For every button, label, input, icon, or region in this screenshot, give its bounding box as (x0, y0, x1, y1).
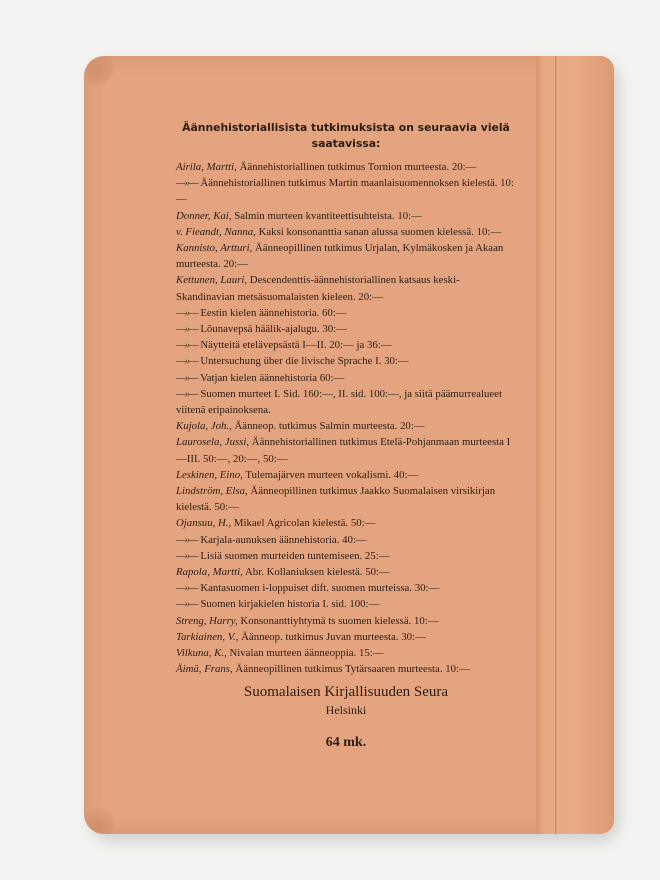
entry-title: Äänneop. tutkimus Juvan murteesta. 30:— (241, 630, 426, 643)
worn-corner-top (84, 56, 114, 86)
entry-author: Äimä, Frans, (176, 663, 233, 676)
entry-title: Eestin kielen äännehistoria. 60:— (200, 306, 347, 319)
entry-author: Donner, Kai, (176, 209, 232, 222)
entry-author: —»— (176, 339, 198, 352)
catalog-entry (176, 208, 516, 224)
catalog-text (176, 120, 516, 752)
catalog-entry (176, 353, 516, 369)
price-label: 64 mk. (325, 734, 367, 750)
entry-title: Äännehistoriallinen tutkimus Etelä-Pohjanmaan murteesta I—III. 50:—, 20:—, 50:— (176, 436, 511, 465)
entry-title: Abr. Kollaniuksen kielestä. 50:— (245, 566, 390, 579)
entry-title: Vatjan kielen äännehistoria 60:— (200, 371, 345, 384)
entry-author: Lindström, Elsa, (176, 485, 248, 498)
catalog-entry (176, 159, 516, 175)
entry-title: Lõunavepsä häälik-ajalugu. 30:— (200, 323, 347, 336)
catalog-entry (176, 321, 516, 337)
catalog-heading: Äännehistoriallisista tutkimuksista on seuraavia vielä saatavissa: (182, 121, 510, 150)
entry-author: Laurosela, Jussi, (176, 436, 250, 449)
entry-title: Kantasuomen i-loppuiset dift. suomen murteissa. 30:— (200, 582, 440, 595)
publisher-name: Suomalaisen Kirjallisuuden Seura (243, 683, 449, 700)
catalog-entry (176, 548, 516, 564)
entry-title: Tulemajärven murteen vokalismi. 40:— (245, 468, 419, 481)
entry-author: Kujola, Joh., (176, 420, 232, 433)
entry-author: —»— (176, 549, 198, 562)
entry-title: Lisiä suomen murteiden tuntemiseen. 25:— (200, 549, 390, 562)
entry-title: Salmin murteen kvantiteettisuhteista. 10:— (234, 209, 422, 222)
entry-author: Leskinen, Eino, (176, 468, 243, 481)
catalog-entries (176, 159, 516, 678)
entry-title: Äännehistoriallinen tutkimus Martin maanlaisuomennoksen kielestä. 10:— (176, 177, 514, 206)
entry-title: Suomen kirjakielen historia I. sid. 100:— (200, 598, 380, 611)
entry-author: —»— (176, 306, 198, 319)
entry-author: Vilkuna, K., (176, 647, 227, 660)
catalog-entry (176, 175, 516, 207)
entry-title: Näytteitä etelävepsästä I—II. 20:— ja 36:— (200, 339, 392, 352)
entry-author: Rapola, Martti, (176, 566, 243, 579)
catalog-entry (176, 240, 516, 272)
catalog-entry (176, 434, 516, 466)
catalog-entry (176, 386, 516, 418)
entry-author: —»— (176, 177, 198, 190)
entry-author: Ojansuu, H., (176, 517, 232, 530)
catalog-entry (176, 370, 516, 386)
entry-author: —»— (176, 387, 198, 400)
entry-author: Kannisto, Artturi, (176, 242, 253, 255)
entry-title: Äänneop. tutkimus Salmin murteesta. 20:— (234, 420, 425, 433)
entry-title: Karjala-aunuksen äännehistoria. 40:— (200, 533, 367, 546)
entry-author: —»— (176, 355, 198, 368)
catalog-entry (176, 564, 516, 580)
catalog-entry (176, 645, 516, 661)
book-back-cover (84, 56, 614, 834)
catalog-entry (176, 580, 516, 596)
catalog-entry (176, 224, 516, 240)
entry-title: Untersuchung über die livische Sprache I. 30:— (200, 355, 409, 368)
catalog-entry (176, 418, 516, 434)
catalog-entry (176, 467, 516, 483)
entry-author: Streng, Harry, (176, 614, 238, 627)
entry-title: Descendenttis-äännehistoriallinen katsaus keski-Skandinavian metsäsuomalaisten kieleen. 20:— (176, 274, 460, 303)
book-spine (536, 56, 614, 834)
catalog-entry (176, 337, 516, 353)
entry-title: Äänneopillinen tutkimus Urjalan, Kylmäkosken ja Akaan murteesta. 20:— (176, 242, 504, 271)
catalog-entry (176, 596, 516, 612)
catalog-entry (176, 661, 516, 677)
worn-corner-bottom (84, 804, 114, 834)
entry-author: —»— (176, 533, 198, 546)
entry-author: —»— (176, 582, 198, 595)
entry-author: Kettunen, Lauri, (176, 274, 248, 287)
catalog-entry (176, 613, 516, 629)
entry-title: Äänneopillinen tutkimus Tytärsaaren murteesta. 10:— (235, 663, 470, 676)
entry-author: v. Fieandt, Nanna, (176, 225, 256, 238)
publisher-city: Helsinki (325, 702, 367, 717)
entry-title: Kaksi konsonanttia sanan alussa suomen kielessä. 10:— (258, 225, 502, 238)
entry-author: —»— (176, 323, 198, 336)
entry-author: Airila, Martti, (176, 161, 237, 173)
entry-title: Konsonanttiyhtymä ts suomen kielessä. 10:— (240, 614, 439, 627)
entry-author: —»— (176, 371, 198, 384)
catalog-entry (176, 515, 516, 531)
entry-author: —»— (176, 598, 198, 611)
entry-title: Äännehistoriallinen tutkimus Tornion murteesta. 20:— (239, 161, 477, 173)
entry-title: Mikael Agricolan kielestä. 50:— (233, 517, 376, 530)
catalog-entry (176, 272, 516, 304)
entry-title: Nivalan murteen äänneoppia. 15:— (229, 647, 384, 660)
spine-hinge (555, 56, 558, 834)
entry-author: Tarkiainen, V., (176, 630, 239, 643)
catalog-entry (176, 483, 516, 515)
entry-title: Äänneopillinen tutkimus Jaakko Suomalaisen virsikirjan kielestä. 50:— (176, 485, 496, 514)
catalog-entry (176, 629, 516, 645)
entry-title: Suomen murteet I. Sid. 160:—, II. sid. 100:—, ja siitä päämurrealueet viitenä eripainoksena. (176, 387, 502, 417)
catalog-entry (176, 305, 516, 321)
catalog-entry (176, 532, 516, 548)
